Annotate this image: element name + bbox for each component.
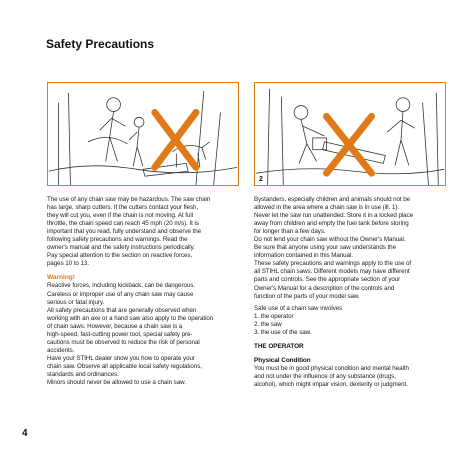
text-line: accidents. [47,346,75,354]
text-line: has large, sharp cutters. If the cutters contact your flesh, [47,204,199,212]
text-line: These safety precautions and warnings apply to the use of [254,260,412,268]
text-line: The use of any chain saw may be hazardous. The saw chain [47,196,211,203]
text-line: function of the parts of your model saw. [254,292,360,300]
section-heading: THE OPERATOR [254,342,304,350]
text-line: owner's manual and the safety instructions periodically. [47,244,195,252]
text-line: they will cut you, even if the chain is not moving. At full [47,212,193,220]
text-line: Never let the saw run unattended. Store it in a locked place [254,212,414,220]
text-line: all STIHL chain saws. Different models may have different [254,268,410,276]
right-column-text [254,196,450,389]
subheading: Physical Condition [254,356,311,364]
list-item: 3. the use of the saw. [254,328,312,336]
text-line: for longer than a few days. [254,228,326,236]
text-line: of chain saws. However, because a chain saw is a [47,322,183,330]
text-line: throttle, the chain speed can reach 45 mph (20 m/s). It is [47,220,199,228]
text-line: Bystanders, especially children and animals should not be [254,196,411,203]
text-line: away from children and empty the fuel tank before storing [254,220,409,228]
left-column-text [47,196,245,387]
page-title: Safety Precautions [46,37,155,51]
text-line: following safety precautions and warnings. Read the [47,236,188,244]
text-line: chain saw. Observe all applicable local safety regulations, [47,362,202,370]
list-item: 1. the operator [254,312,294,320]
text-line: Be sure that anyone using your saw understands the [254,244,396,252]
text-line: important that you read, fully understand and observe the [47,228,201,236]
text-line: parts and controls. See the appropriate section of your [254,276,401,284]
list-intro: Safe use of a chain saw involves [254,304,343,312]
text-line: alcohol), which might impair vision, dexterity or judgment. [254,380,408,388]
illustration-1-drawing [48,83,238,185]
text-line: pages 10 to 13. [47,260,89,268]
text-line: Minors should never be allowed to use a chain saw. [47,379,186,387]
text-line: Have your STIHL dealer show you how to operate your [47,354,195,362]
text-line: cautions must be observed to reduce the risk of personal [47,338,200,346]
text-line: You must be in good physical condition and mental health [254,364,409,372]
text-line: and not under the influence of any substance (drugs, [254,372,396,380]
text-line: information contained in this Manual. [254,252,353,260]
text-line: standards and ordinances. [47,370,119,378]
text-line: Careless or improper use of any chain saw may cause [47,290,194,298]
page-number: 4 [22,428,28,439]
illustration-2-drawing [255,83,445,185]
text-line: Do not lend your chain saw without the Owner's Manual. [254,236,406,244]
text-line: allowed in the area where a chain saw is in use (ill. 1). [254,204,400,212]
illustration-unattended-saw [254,82,446,186]
warning-label: Warning! [47,274,75,282]
text-line: All safety precautions that are generally observed when [47,306,197,314]
text-line: working with an axe or a hand saw also apply to the operation [47,314,214,322]
figure-2-number: 2 [259,176,263,183]
text-line: Pay special attention to the section on reactive forces, [47,252,193,260]
text-line: Reactive forces, including kickback, can be dangerous. [47,282,195,290]
text-line: Owner's Manual for a description of the controls and [254,284,395,292]
list-item: 2. the saw [254,320,282,328]
text-line: high-speed, fast-cutting power tool, special safety pre- [47,330,193,338]
illustration-children-near-saw [47,82,239,186]
text-line: serious or fatal injury. [47,298,105,306]
